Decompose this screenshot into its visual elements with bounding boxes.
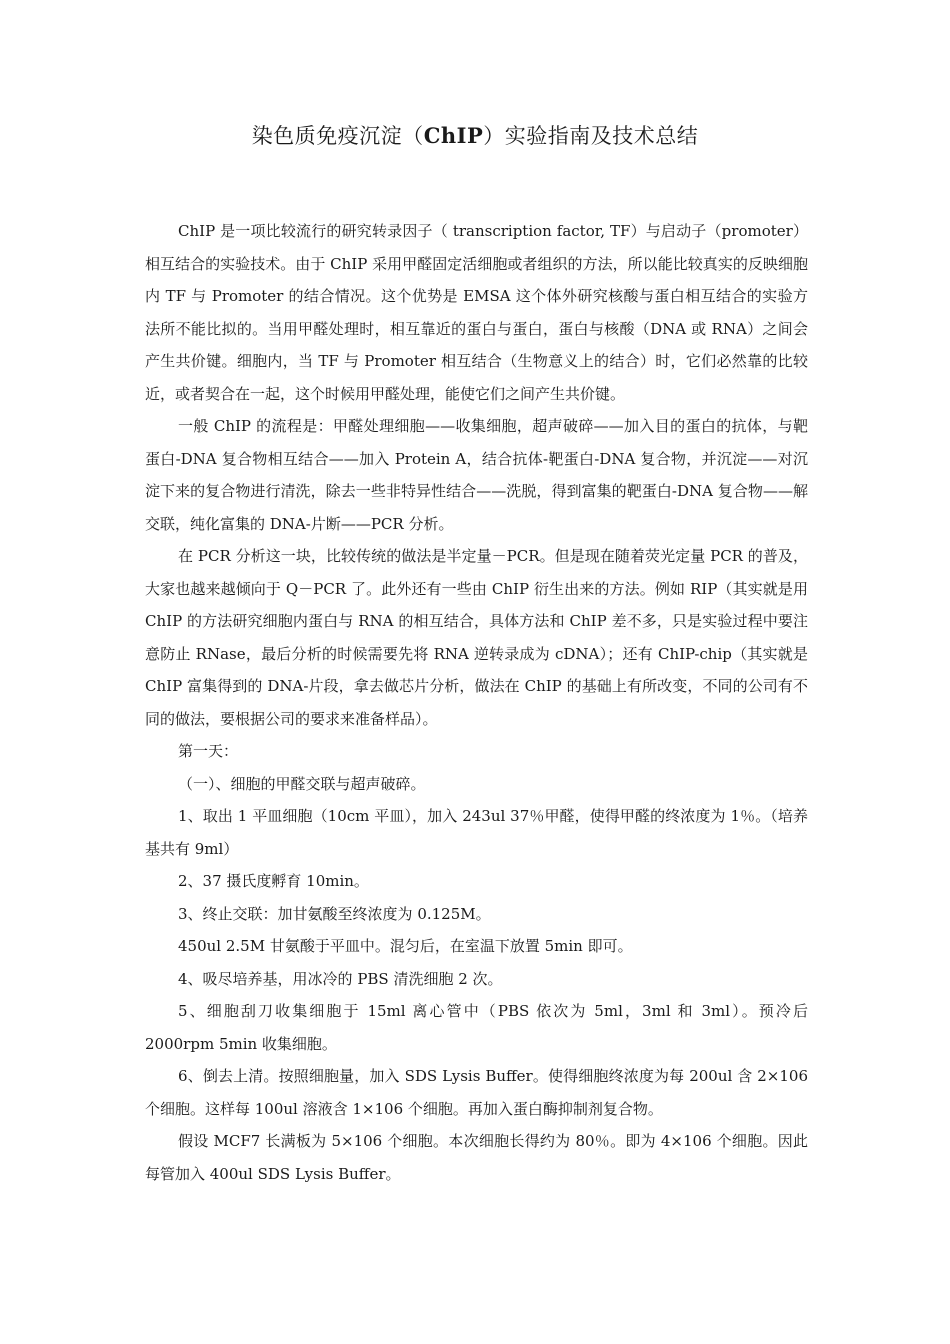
paragraph-workflow: 一般 ChIP 的流程是：甲醛处理细胞——收集细胞，超声破碎——加入目的蛋白的抗体，与靶蛋白-DNA 复合物相互结合——加入 Protein A，结合抗体-靶蛋白-DNA 复合物，并沉淀——对沉淀下来的复合物进行清洗，除去一些非特异性结合——洗脱，得到富集的靶蛋白-DNA 复合物——解交联，纯化富集的 DNA-片断——PCR 分析。 (145, 417, 808, 533)
paragraph-step-1: 1、取出 1 平皿细胞（10cm 平皿），加入 243ul 37％甲醛，使得甲醛的终浓度为 1％。（培养基共有 9ml） (145, 807, 808, 858)
paragraph-section-one: （一）、细胞的甲醛交联与超声破碎。 (178, 774, 426, 793)
document-body (145, 215, 808, 1190)
title-text-bold: ChIP (423, 123, 484, 148)
paragraph-step-2: 2、37 摄氏度孵育 10min。 (178, 872, 369, 890)
paragraph-step-5: 5、细胞刮刀收集细胞于 15ml 离心管中（PBS 依次为 5ml，3ml 和 3ml）。预冷后 2000rpm 5min 收集细胞。 (145, 1002, 808, 1053)
paragraph-step-3: 3、终止交联：加甘氨酸至终浓度为 0.125M。 (178, 904, 491, 923)
document-title (0, 121, 950, 151)
paragraph-step-6: 6、倒去上清。按照细胞量，加入 SDS Lysis Buffer。使得细胞终浓度为每 200ul 含 2×106 个细胞。这样每 100ul 溶液含 1×106 个细胞。再加入蛋白酶抑制剂复合物。 (145, 1067, 808, 1118)
paragraph-pcr-analysis: 在 PCR 分析这一块，比较传统的做法是半定量－PCR。但是现在随着荧光定量 PCR 的普及，大家也越来越倾向于 Q－PCR 了。此外还有一些由 ChIP 衍生出来的方法。例如 RIP（其实就是用 ChIP 的方法研究细胞内蛋白与 RNA 的相互结合，具体方法和 ChIP 差不多，只是实验过程中要注意防止 RNase，最后分析的时候需要先将 RNA 逆转录成为 cDNA）；还有 ChIP-chip（其实就是 ChIP 富集得到的 DNA-片段，拿去做芯片分析，做法在 ChIP 的基础上有所改变，不同的公司有不同的做法，要根据公司的要求来准备样品）。 (145, 547, 808, 728)
title-text-end: ）实验指南及技术总结 (483, 124, 699, 148)
paragraph-step-6-example: 假设 MCF7 长满板为 5×106 个细胞。本次细胞长得约为 80％。即为 4×106 个细胞。因此每管加入 400ul SDS Lysis Buffer。 (145, 1132, 808, 1183)
title-text-start: 染色质免疫沉淀（ (251, 124, 424, 148)
paragraph-day-one: 第一天： (178, 742, 239, 760)
paragraph-step-4: 4、吸尽培养基，用冰冷的 PBS 清洗细胞 2 次。 (178, 969, 503, 988)
paragraph-step-3-detail: 450ul 2.5M 甘氨酸于平皿中。混匀后，在室温下放置 5min 即可。 (178, 937, 633, 955)
paragraph-intro: ChIP 是一项比较流行的研究转录因子（ transcription factor, TF）与启动子（promoter）相互结合的实验技术。由于 ChIP 采用甲醛固定活细胞或者组织的方法，所以能比较真实的反映细胞内 TF 与 Promoter 的结合情况。这个优势是 EMSA 这个体外研究核酸与蛋白相互结合的实验方法所不能比拟的。当用甲醛处理时，相互靠近的蛋白与蛋白，蛋白与核酸（DNA 或 RNA）之间会产生共价键。细胞内，当 TF 与 Promoter 相互结合（生物意义上的结合）时，它们必然靠的比较近，或者契合在一起，这个时候用甲醛处理，能使它们之间产生共价键。 (145, 222, 808, 403)
